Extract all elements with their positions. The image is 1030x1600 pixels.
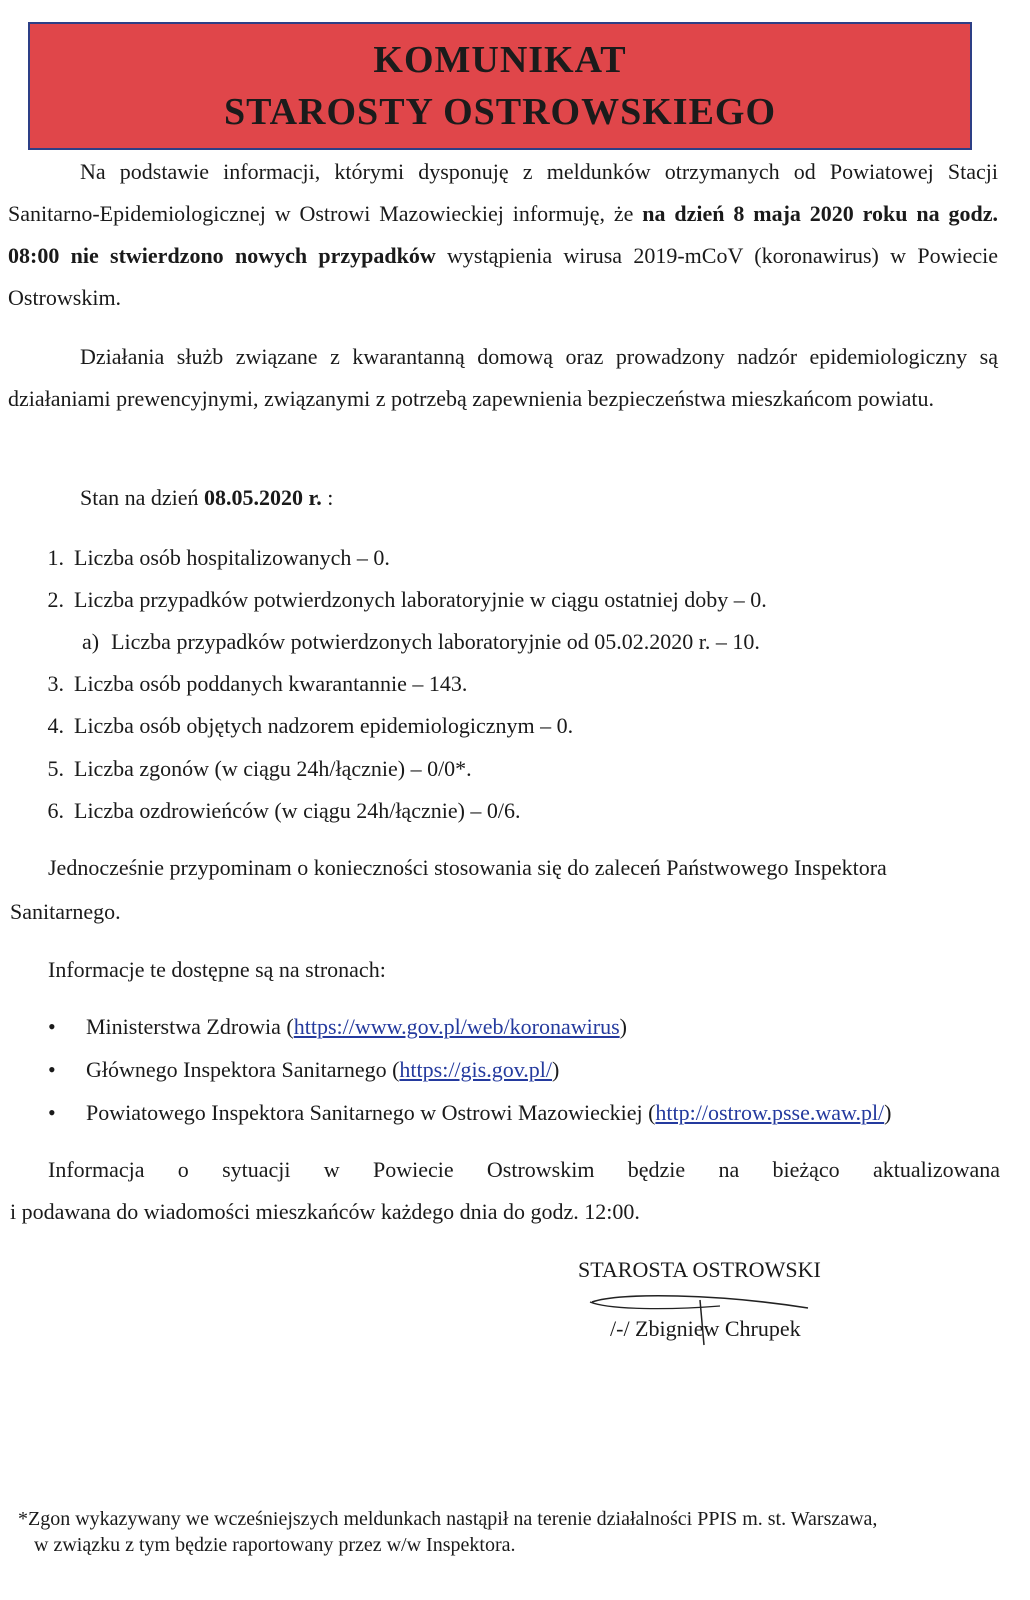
status-date-line — [80, 485, 333, 511]
reminder-line-2: Sanitarnego. — [10, 899, 121, 924]
list-text: Liczba zgonów (w ciągu 24h/łącznie) – 0/0*. — [74, 756, 472, 781]
header-title: KOMUNIKAT — [373, 39, 627, 81]
source-item — [48, 1100, 892, 1126]
list-item — [36, 587, 767, 613]
closing-line-2: i podawana do wiadomości mieszkańców każdego dnia do godz. 12:00. — [10, 1199, 640, 1224]
list-item — [36, 545, 390, 571]
list-text: Liczba przypadków potwierdzonych laboratoryjnie od 05.02.2020 r. – 10. — [111, 629, 760, 654]
reminder-line-1: Jednocześnie przypominam o konieczności stosowania się do zaleceń Państwowego Inspektora — [48, 855, 887, 880]
list-item — [36, 756, 472, 782]
source-link[interactable]: http://ostrow.psse.waw.pl/ — [655, 1100, 885, 1125]
bullet-icon: • — [48, 1100, 56, 1125]
announcement-header — [28, 22, 972, 150]
list-number: 5. — [47, 756, 64, 781]
footnote-line-2: w związku z tym będzie raportowany przez w/w Inspektora. — [34, 1534, 516, 1556]
list-item — [36, 798, 521, 824]
sources-intro: Informacje te dostępne są na stronach: — [48, 957, 386, 982]
footnote-line-1: *Zgon wykazywany we wcześniejszych meldunkach nastąpił na terenie działalności PPIS m. st. Warszawa, — [18, 1508, 878, 1530]
closing-line-1: Informacja o sytuacji w Powiecie Ostrowskim będzie na bieżąco aktualizowana — [48, 1157, 1000, 1182]
list-item — [36, 671, 467, 697]
signature-title: STAROSTA OSTROWSKI — [578, 1257, 821, 1282]
list-text: Liczba przypadków potwierdzonych laboratoryjnie w ciągu ostatniej doby – 0. — [74, 587, 767, 612]
signature-name: /-/ Zbigniew Chrupek — [610, 1316, 801, 1341]
source-item — [48, 1014, 627, 1040]
list-text: Liczba osób hospitalizowanych – 0. — [74, 545, 390, 570]
intro-paragraph — [8, 151, 998, 319]
list-text: Liczba osób poddanych kwarantannie – 143. — [74, 671, 468, 696]
list-subitem — [82, 629, 760, 655]
list-number: 3. — [47, 671, 64, 696]
source-paren: ) — [619, 1014, 627, 1039]
bullet-icon: • — [48, 1057, 56, 1082]
list-number: 6. — [47, 798, 64, 823]
source-label: Powiatowego Inspektora Sanitarnego w Ostrowi Mazowieckiej ( — [86, 1100, 656, 1125]
list-text: Liczba osób objętych nadzorem epidemiologicznym – 0. — [74, 713, 574, 738]
intro-text-end: wystąpienia wirusa 2019-mCoV (koronawirus) w Powiecie Ostrowskim. — [8, 243, 998, 310]
status-prefix: Stan na dzień — [80, 485, 205, 510]
list-number: 4. — [47, 713, 64, 738]
source-link[interactable]: https://gis.gov.pl/ — [399, 1057, 553, 1082]
header-subtitle: STAROSTY OSTROWSKIEGO — [223, 91, 777, 133]
source-link[interactable]: https://www.gov.pl/web/koronawirus — [293, 1014, 620, 1039]
intro-bold-statement: na dzień 8 maja 2020 roku na godz. 08:00 nie stwierdzono nowych przypadków — [8, 201, 998, 268]
measures-paragraph: Działania służb związane z kwarantanną domową oraz prowadzony nadzór epidemiologiczny są działaniami prewencyjnymi, związanymi z potrzebą zapewnienia bezpieczeństwa mieszkańcom powiatu. — [8, 344, 998, 411]
source-item — [48, 1057, 559, 1083]
source-label: Głównego Inspektora Sanitarnego ( — [86, 1057, 400, 1082]
status-suffix: : — [321, 485, 334, 510]
status-date: 08.05.2020 r. — [204, 485, 322, 510]
source-paren: ) — [884, 1100, 892, 1125]
list-number: a) — [82, 629, 100, 654]
list-number: 2. — [47, 587, 64, 612]
list-item — [36, 713, 573, 739]
source-label: Ministerstwa Zdrowia ( — [86, 1014, 294, 1039]
intro-text-start: Na podstawie informacji, którymi dysponuję z meldunków otrzymanych od Powiatowej Stacji Sanitarno-Epidemiologicznej w Ostrowi Mazowieckiej informuję, że — [8, 159, 998, 226]
source-paren: ) — [552, 1057, 560, 1082]
bullet-icon: • — [48, 1014, 56, 1039]
list-number: 1. — [47, 545, 64, 570]
list-text: Liczba ozdrowieńców (w ciągu 24h/łącznie) – 0/6. — [74, 798, 521, 823]
